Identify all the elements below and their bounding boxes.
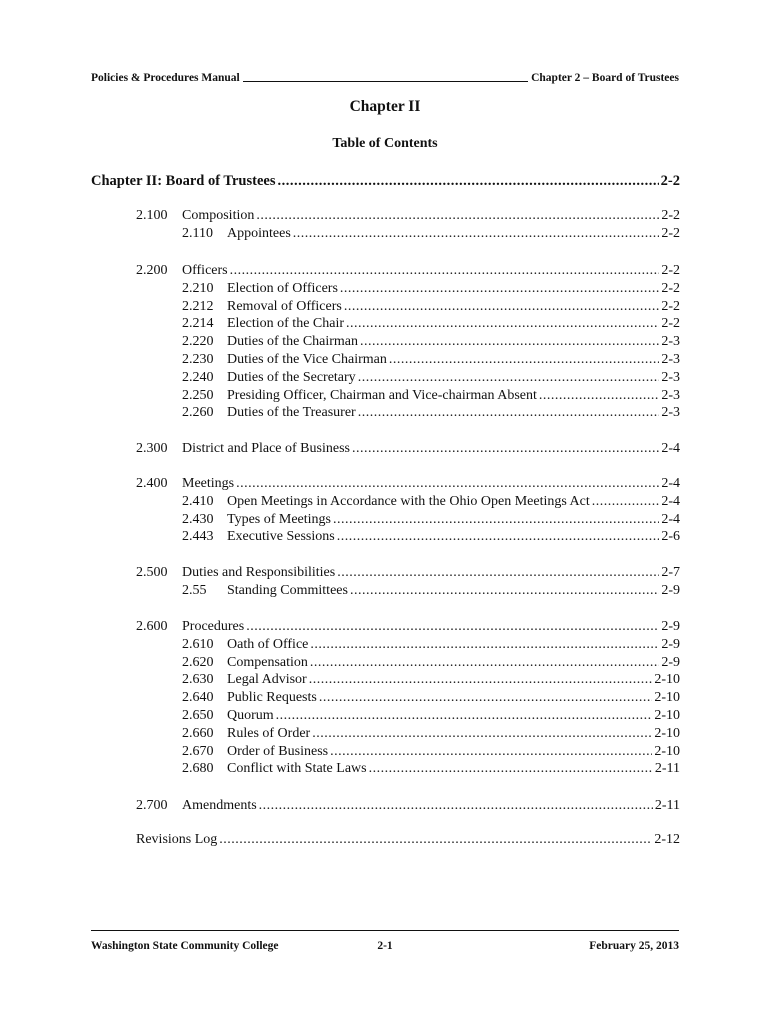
toc-section-entry[interactable] bbox=[136, 475, 680, 493]
header-chapter-title: Chapter 2 – Board of Trustees bbox=[531, 72, 679, 84]
toc-page-number: 2-2 bbox=[661, 208, 680, 223]
toc-page-number: 2-6 bbox=[661, 529, 680, 545]
toc-page-number: 2-11 bbox=[654, 798, 680, 813]
toc-section-number: 2.670 bbox=[182, 743, 214, 759]
toc-section-number: 2.640 bbox=[182, 690, 214, 706]
toc-page-number: 2-9 bbox=[661, 636, 680, 652]
toc-entry-label: Officers bbox=[182, 263, 228, 278]
toc-subsection-entry[interactable] bbox=[182, 582, 680, 600]
toc-section-number: 2.410 bbox=[182, 493, 214, 509]
toc-page-number: 2-2 bbox=[661, 316, 680, 332]
toc-page-number: 2-7 bbox=[661, 565, 680, 580]
toc-page-number: 2-10 bbox=[654, 690, 680, 706]
toc-entry-label: Order of Business bbox=[227, 743, 329, 759]
toc-subsection-entry[interactable] bbox=[182, 387, 680, 405]
page-header bbox=[91, 68, 679, 84]
toc-entry-label: Quorum bbox=[227, 708, 274, 723]
toc-entry-label: Duties of the Treasurer bbox=[227, 405, 356, 421]
dot-leader bbox=[344, 298, 660, 316]
toc-page-number: 2-2 bbox=[661, 225, 680, 241]
toc-subsection-entry[interactable] bbox=[182, 725, 680, 743]
footer-date: February 25, 2013 bbox=[589, 940, 679, 952]
chapter-title: Chapter II bbox=[349, 98, 421, 115]
toc-chapter-entry[interactable] bbox=[91, 172, 680, 190]
toc-entry-label: Open Meetings in Accordance with the Ohio Open Meetings Act bbox=[227, 493, 590, 509]
dot-leader bbox=[340, 280, 659, 298]
dot-leader bbox=[310, 654, 659, 672]
toc-entry-label: Duties and Responsibilities bbox=[182, 565, 336, 580]
toc-entry-label: Rules of Order bbox=[227, 725, 311, 741]
toc-entry-label: Legal Advisor bbox=[227, 672, 307, 688]
toc-page-number: 2-10 bbox=[654, 672, 680, 688]
toc-entry-label: Removal of Officers bbox=[227, 298, 342, 314]
toc-section-number: 2.400 bbox=[136, 476, 168, 491]
dot-leader bbox=[352, 440, 659, 458]
dot-leader bbox=[592, 493, 660, 511]
toc-subsection-entry[interactable] bbox=[182, 404, 680, 422]
toc-subsection-entry[interactable] bbox=[182, 671, 680, 689]
toc-section-number: 2.250 bbox=[182, 387, 214, 403]
dot-leader bbox=[350, 582, 659, 600]
toc-section-number: 2.430 bbox=[182, 511, 214, 527]
toc-section-number: 2.214 bbox=[182, 316, 214, 332]
toc-entry-label: Standing Committees bbox=[227, 582, 348, 598]
dot-leader bbox=[236, 475, 659, 493]
toc-entry-label: Revisions Log bbox=[136, 832, 218, 847]
toc-subsection-entry[interactable] bbox=[182, 280, 680, 298]
toc-entry-label: Compensation bbox=[227, 654, 308, 670]
dot-leader bbox=[230, 262, 660, 280]
toc-section-number: 2.240 bbox=[182, 369, 214, 385]
footer-college: Washington State Community College bbox=[91, 940, 279, 952]
toc-page-number: 2-3 bbox=[661, 369, 680, 385]
toc-revisions-entry[interactable] bbox=[136, 831, 680, 849]
toc-entry-label: Oath of Office bbox=[227, 636, 309, 652]
dot-leader bbox=[309, 671, 653, 689]
toc-entry-label: Duties of the Secretary bbox=[227, 369, 356, 385]
toc-page-number: 2-9 bbox=[661, 582, 680, 598]
toc-entry-label: Appointees bbox=[227, 225, 291, 241]
toc-entry-label: Procedures bbox=[182, 619, 245, 634]
dot-leader bbox=[219, 831, 652, 849]
toc-page-number: 2-11 bbox=[654, 761, 680, 777]
toc-section-entry[interactable] bbox=[136, 262, 680, 280]
toc-page-number: 2-10 bbox=[654, 743, 680, 759]
dot-leader bbox=[337, 564, 659, 582]
toc-section-number: 2.620 bbox=[182, 654, 214, 670]
toc-section-number: 2.660 bbox=[182, 725, 214, 741]
toc-subsection-entry[interactable] bbox=[182, 528, 680, 546]
header-manual-title: Policies & Procedures Manual bbox=[91, 72, 240, 84]
toc-section-number: 2.260 bbox=[182, 405, 214, 421]
toc-section-number: 2.443 bbox=[182, 529, 214, 545]
toc-entry-label: District and Place of Business bbox=[182, 441, 350, 456]
toc-page-number: 2-3 bbox=[661, 352, 680, 367]
toc-chapter-label: Chapter II: Board of Trustees bbox=[91, 173, 276, 189]
toc-entry-label: Duties of the Chairman bbox=[227, 334, 359, 350]
toc-subsection-entry[interactable] bbox=[182, 298, 680, 316]
toc-subsection-entry[interactable] bbox=[182, 511, 680, 529]
toc-entry-label: Public Requests bbox=[227, 690, 317, 706]
toc-section-entry[interactable] bbox=[136, 440, 680, 458]
dot-leader bbox=[360, 333, 659, 351]
page-footer bbox=[91, 940, 679, 952]
toc-subsection-entry[interactable] bbox=[182, 351, 680, 369]
toc-section-entry[interactable] bbox=[136, 564, 680, 582]
toc-section-number: 2.55 bbox=[182, 582, 207, 598]
toc-entry-label: Presiding Officer, Chairman and Vice-chairman Absent bbox=[227, 387, 537, 403]
dot-leader bbox=[259, 797, 653, 815]
toc-entry-label: Duties of the Vice Chairman bbox=[227, 352, 387, 367]
dot-leader bbox=[358, 404, 660, 422]
toc-entry-label: Election of Officers bbox=[227, 280, 338, 296]
toc-section-number: 2.110 bbox=[182, 225, 213, 241]
toc-page-number: 2-9 bbox=[661, 654, 680, 670]
toc-page-number: 2-2 bbox=[661, 298, 680, 314]
dot-leader bbox=[312, 725, 652, 743]
toc-subsection-entry[interactable] bbox=[182, 315, 680, 333]
toc-subsection-entry[interactable] bbox=[182, 636, 680, 654]
toc-subsection-entry[interactable] bbox=[182, 369, 680, 387]
toc-section-number: 2.212 bbox=[182, 298, 214, 314]
toc-subsection-entry[interactable] bbox=[182, 654, 680, 672]
dot-leader bbox=[319, 689, 652, 707]
toc-entry-label: Executive Sessions bbox=[227, 529, 335, 545]
toc-subsection-entry[interactable] bbox=[182, 707, 680, 725]
dot-leader bbox=[246, 618, 659, 636]
dot-leader bbox=[277, 172, 658, 190]
footer-page-number: 2-1 bbox=[377, 940, 393, 952]
dot-leader bbox=[276, 707, 653, 725]
toc-subsection-entry[interactable] bbox=[182, 760, 680, 778]
toc-section-number: 2.200 bbox=[136, 263, 168, 278]
toc-section-number: 2.680 bbox=[182, 761, 214, 777]
dot-leader bbox=[337, 528, 660, 546]
toc-entry-label: Composition bbox=[182, 208, 255, 223]
toc-subsection-entry[interactable] bbox=[182, 333, 680, 351]
toc-section-number: 2.210 bbox=[182, 280, 214, 296]
toc-section-entry[interactable] bbox=[136, 207, 680, 225]
toc-subsection-entry[interactable] bbox=[182, 743, 680, 761]
footer-rule bbox=[91, 930, 679, 931]
toc-page-number: 2-4 bbox=[661, 441, 680, 456]
dot-leader bbox=[346, 315, 659, 333]
toc-section-number: 2.630 bbox=[182, 672, 214, 688]
dot-leader bbox=[256, 207, 659, 225]
dot-leader bbox=[389, 351, 659, 369]
toc-entry-label: Meetings bbox=[182, 476, 235, 491]
toc-page-number: 2-12 bbox=[654, 832, 680, 847]
toc-section-number: 2.700 bbox=[136, 798, 168, 813]
toc-subsection-entry[interactable] bbox=[182, 689, 680, 707]
toc-section-number: 2.610 bbox=[182, 636, 214, 652]
toc-section-number: 2.100 bbox=[136, 208, 168, 223]
toc-page-number: 2-4 bbox=[661, 476, 680, 491]
toc-section-entry[interactable] bbox=[136, 797, 680, 815]
toc-page-number: 2-9 bbox=[661, 619, 680, 634]
toc-page-number: 2-3 bbox=[661, 387, 680, 403]
toc-page-number: 2-4 bbox=[661, 493, 680, 509]
toc-entry-label: Conflict with State Laws bbox=[227, 761, 367, 777]
dot-leader bbox=[539, 387, 659, 405]
dot-leader bbox=[333, 511, 659, 529]
toc-subsection-entry[interactable] bbox=[182, 225, 680, 243]
toc-section-number: 2.500 bbox=[136, 565, 168, 580]
toc-entry-label: Types of Meetings bbox=[227, 511, 332, 527]
toc-page-number: 2-2 bbox=[661, 280, 680, 296]
toc-entry-label: Election of the Chair bbox=[227, 316, 345, 332]
toc-section-number: 2.600 bbox=[136, 619, 168, 634]
dot-leader bbox=[330, 743, 652, 761]
toc-section-entry[interactable] bbox=[136, 618, 680, 636]
toc-section-number: 2.650 bbox=[182, 708, 214, 723]
toc-page-number: 2-10 bbox=[654, 725, 680, 741]
toc-section-number: 2.220 bbox=[182, 334, 214, 350]
dot-leader bbox=[369, 760, 653, 778]
header-rule bbox=[243, 81, 528, 82]
dot-leader bbox=[293, 225, 660, 243]
toc-page-number: 2-3 bbox=[661, 405, 680, 421]
toc-page-number: 2-2 bbox=[660, 173, 680, 189]
toc-subsection-entry[interactable] bbox=[182, 493, 680, 511]
toc-entry-label: Amendments bbox=[182, 798, 257, 813]
toc-page-number: 2-3 bbox=[661, 334, 680, 350]
toc-section-number: 2.230 bbox=[182, 352, 214, 367]
toc-page-number: 2-4 bbox=[661, 511, 680, 527]
dot-leader bbox=[358, 369, 660, 387]
toc-heading: Table of Contents bbox=[332, 136, 438, 151]
toc-section-number: 2.300 bbox=[136, 441, 168, 456]
toc-page-number: 2-10 bbox=[654, 708, 680, 723]
dot-leader bbox=[310, 636, 659, 654]
toc-page-number: 2-2 bbox=[661, 263, 680, 278]
